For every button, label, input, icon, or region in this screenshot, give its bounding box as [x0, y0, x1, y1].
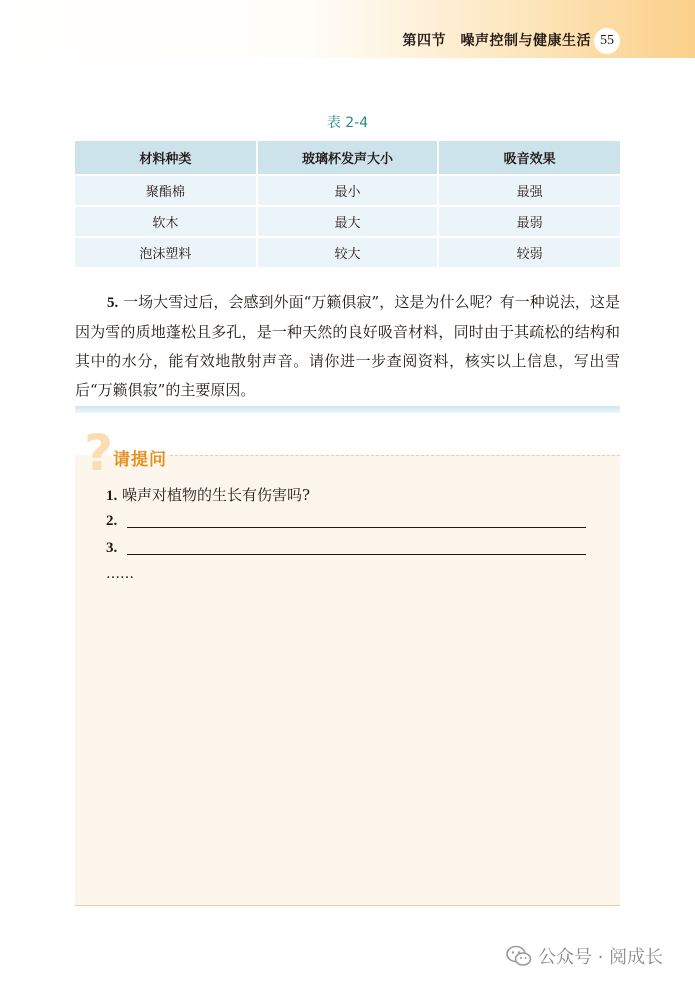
page-number: 55	[594, 28, 620, 54]
table-cell: 较弱	[438, 237, 620, 267]
table-row	[75, 175, 620, 206]
ask-heading: 请提问	[113, 450, 167, 470]
column-header-loudness: 玻璃杯发声大小	[257, 141, 439, 175]
question-5	[75, 288, 620, 405]
ask-item-number: 2.	[106, 513, 118, 529]
ellipsis: ……	[106, 566, 134, 582]
column-header-absorption: 吸音效果	[438, 141, 620, 175]
table-cell: 最强	[438, 175, 620, 206]
table-caption: 表 2-4	[326, 115, 369, 131]
ask-item-1	[106, 484, 310, 505]
question-text: 一场大雪过后，会感到外面“万籁俱寂”，这是为什么呢？有一种说法，这是因为雪的质地蓬松且多孔，是一种天然的良好吸音材料，同时由于其疏松的结构和其中的水分，能有效地散射声音。请你进一步查阅资料，核实以上信息，写出雪后“万籁俱寂”的主要原因。	[75, 293, 620, 399]
ask-panel	[75, 455, 620, 906]
column-header-material: 材料种类	[75, 141, 257, 175]
ask-item-2	[106, 511, 117, 530]
material-table	[75, 141, 620, 267]
table-header-row	[75, 141, 620, 175]
ask-item-3	[106, 538, 117, 557]
answer-blank-line[interactable]	[127, 527, 586, 528]
ask-item-text: 噪声对植物的生长有伤害吗?	[122, 486, 311, 504]
watermark-text: 公众号 · 阅成长	[538, 947, 664, 968]
ask-item-number: 1.	[106, 488, 118, 504]
question-mark-icon: ?	[84, 424, 114, 482]
table-row	[75, 237, 620, 267]
table-cell: 最弱	[438, 206, 620, 237]
table-row	[75, 206, 620, 237]
answer-blank-line[interactable]	[127, 554, 586, 555]
table-cell: 聚酯棉	[75, 175, 257, 206]
section-divider	[75, 406, 620, 413]
table-cell: 最大	[257, 206, 439, 237]
table-cell: 软木	[75, 206, 257, 237]
table-cell: 泡沫塑料	[75, 237, 257, 267]
ask-item-number: 3.	[106, 540, 118, 556]
ask-panel-top-line	[170, 455, 620, 456]
chapter-title: 第四节 噪声控制与健康生活	[402, 33, 591, 49]
question-number: 5.	[107, 295, 119, 311]
table-cell: 较大	[257, 237, 439, 267]
table-cell: 最小	[257, 175, 439, 206]
wechat-icon	[506, 945, 532, 967]
watermark	[506, 943, 663, 969]
